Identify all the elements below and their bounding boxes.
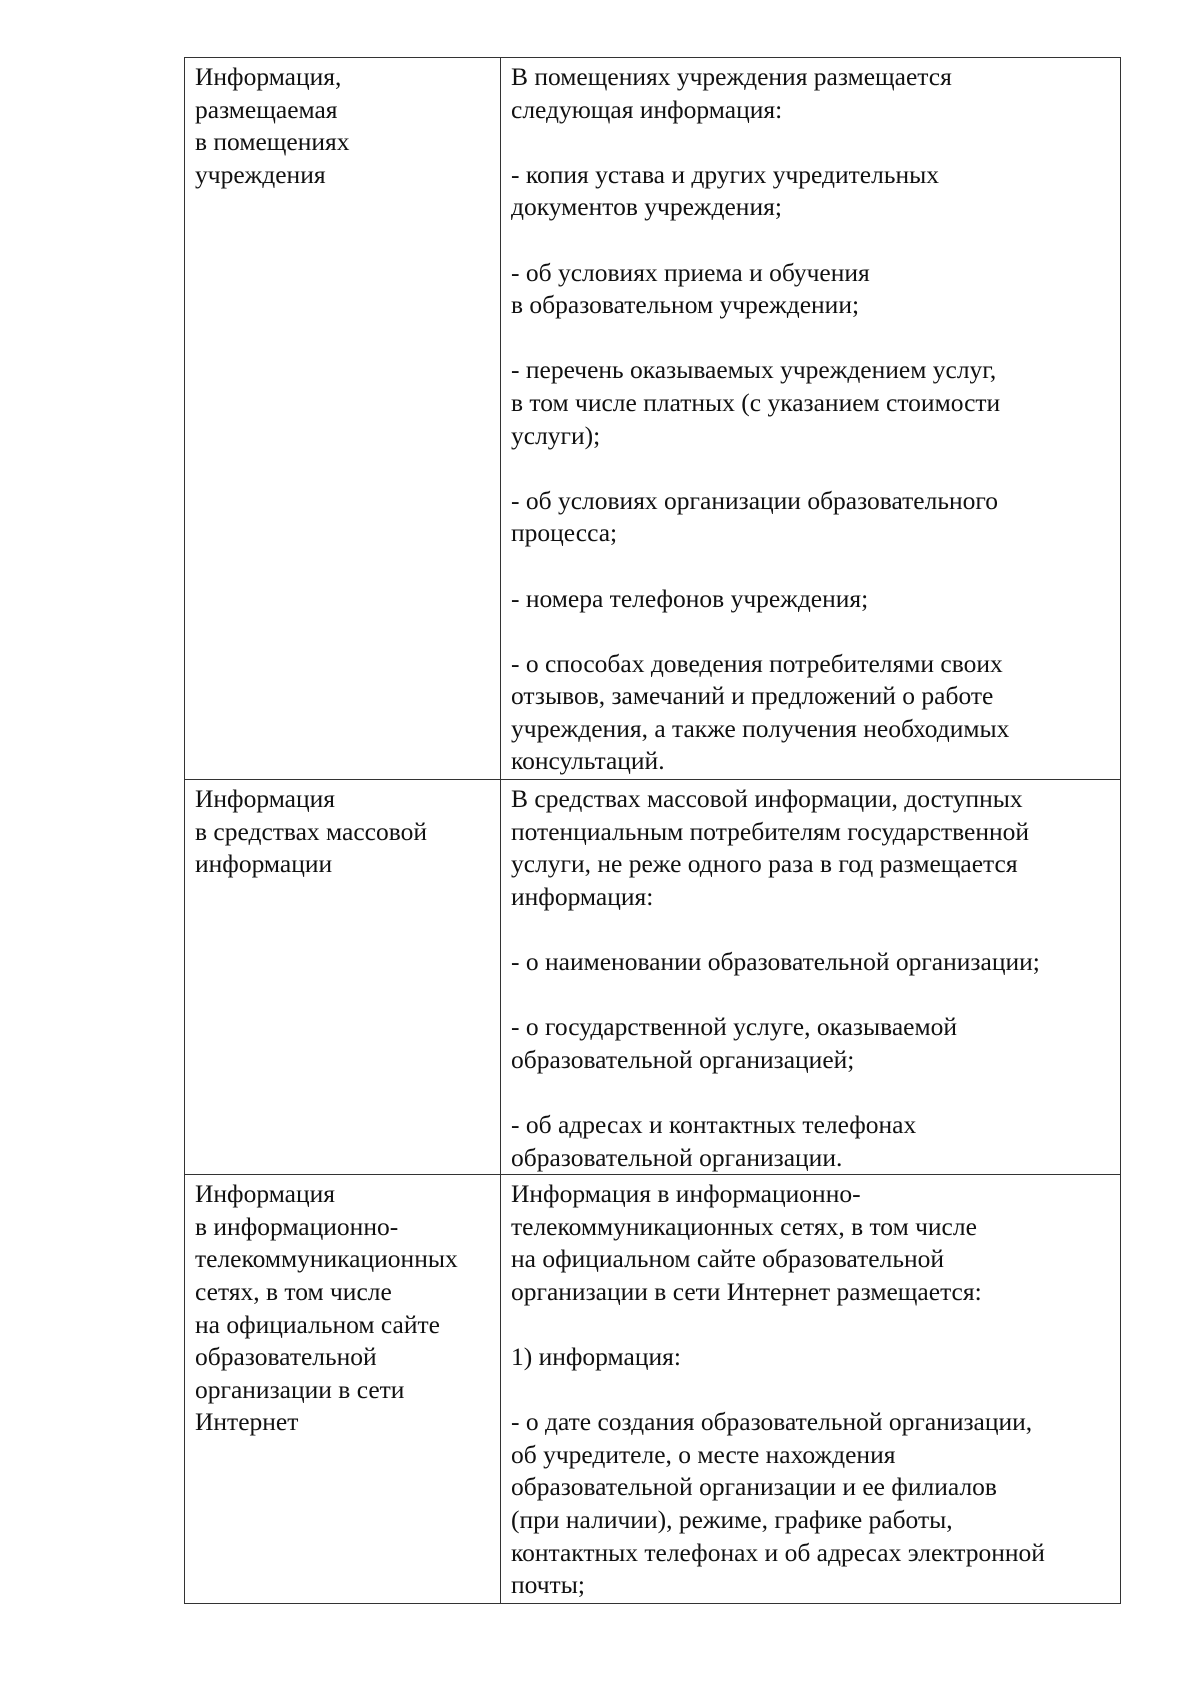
paragraph: - о наименовании образовательной организации; (511, 946, 1040, 976)
information-table (184, 57, 1121, 1604)
paragraph: - о государственной услуге, оказываемой образовательной организацией; (511, 1012, 957, 1074)
table-row (185, 1175, 1121, 1604)
paragraph: - о способах доведения потребителями своих отзывов, замечаний и предложений о работе учреждения, а также получения необходимых консультаций. (511, 648, 1010, 776)
row-label-mass-media: Информация в средствах массовой информации (185, 780, 501, 1175)
row-label-premises: Информация, размещаемая в помещениях учреждения (185, 58, 501, 780)
paragraph: 1) информация: (511, 1342, 681, 1372)
paragraph: Информация в информационно- телекоммуникационных сетях, в том числе на официальном сайте образовательной организации в сети Интернет размещается: (511, 1179, 982, 1306)
table-row (185, 780, 1121, 1175)
row-content-mass-media (501, 780, 1121, 1175)
paragraph: - перечень оказываемых учреждением услуг, в том числе платных (с указанием стоимости услуги); (511, 355, 1001, 450)
paragraph: - об условиях организации образовательного процесса; (511, 485, 998, 548)
paragraph: - об условиях приема и обучения в образовательном учреждении; (511, 257, 870, 320)
paragraph: - об адресах и контактных телефонах образовательной организации. (511, 1109, 917, 1172)
paragraph: - копия устава и других учредительных документов учреждения; (511, 159, 940, 222)
table-row (185, 58, 1121, 780)
paragraph: - номера телефонов учреждения; (511, 583, 869, 613)
paragraph: - о дате создания образовательной организации, об учредителе, о месте нахождения образовательной организации и ее филиалов (при наличии), режиме, графике работы, контактных телефонах и об адресах электронной почты; (511, 1407, 1045, 1600)
row-content-internet (501, 1175, 1121, 1604)
paragraph: В помещениях учреждения размещается следующая информация: (511, 62, 952, 124)
row-content-premises (501, 58, 1121, 780)
row-label-internet: Информация в информационно- телекоммуникационных сетях, в том числе на официальном сайте образовательной организации в сети Интернет (185, 1175, 501, 1604)
paragraph: В средствах массовой информации, доступных потенциальным потребителям государственной услуги, не реже одного раза в год размещается информация: (511, 784, 1030, 911)
